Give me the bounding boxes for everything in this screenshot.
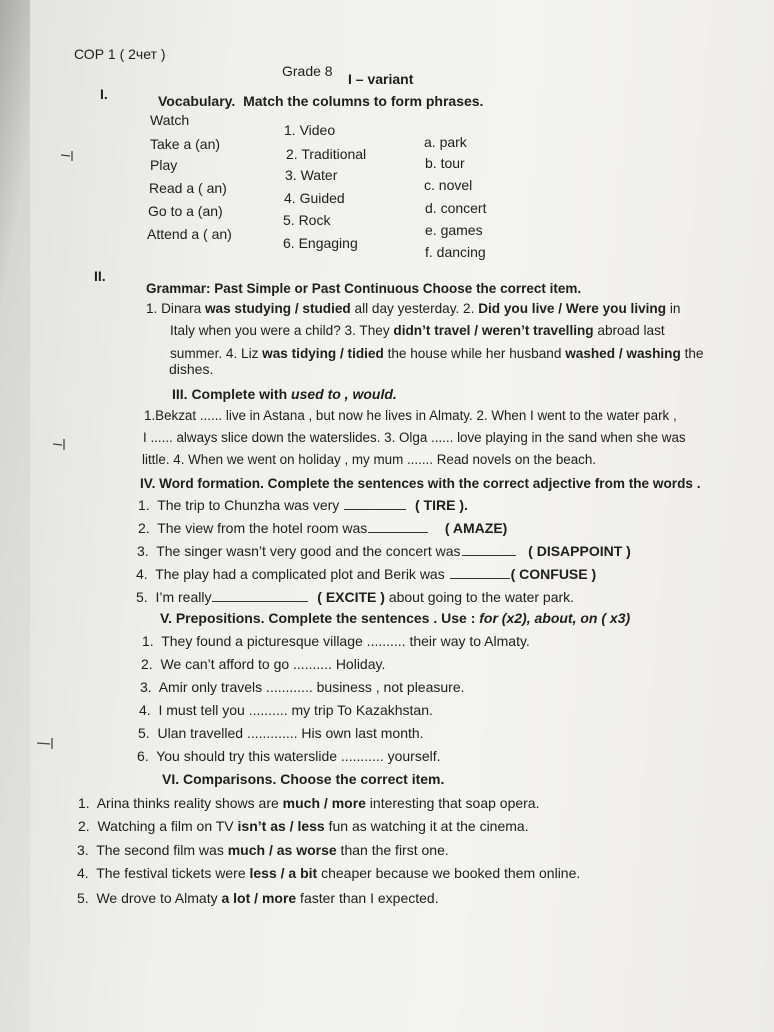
col2-item: 5. Rock <box>283 212 331 228</box>
prep-item-3: 3. Amir only travels ............ business , not pleasure. <box>140 679 465 695</box>
assessment-code: СОР 1 ( 2чет ) <box>74 46 166 62</box>
complete-line-3: little. 4. When we went on holiday , my mum ....... Read novels on the beach. <box>142 452 597 467</box>
col2-item: 2. Traditional <box>286 146 367 162</box>
wf-item-5: 5. I’m really ( EXCITE ) about going to the water park. <box>136 589 575 605</box>
col1-item: Take a (an) <box>150 136 221 152</box>
vocabulary-title: Vocabulary. Match the columns to form phrases. <box>158 93 484 109</box>
variant-label: I – variant <box>348 71 414 87</box>
grammar-line-4: dishes. <box>169 361 214 377</box>
col3-item: d. concert <box>425 200 487 216</box>
complete-title: III. Complete with used to , would. <box>172 386 397 402</box>
wf-item-4: 4. The play had a complicated plot and Berik was ( CONFUSE ) <box>136 566 597 582</box>
prep-item-6: 6. You should try this waterslide ........... yourself. <box>137 748 441 764</box>
comp-item-2: 2. Watching a film on TV isn’t as / less fun as watching it at the cinema. <box>78 818 529 834</box>
grammar-line-3: summer. 4. Liz was tidying / tidied the house while her husband washed / washing the <box>170 346 704 361</box>
prep-item-4: 4. I must tell you .......... my trip To Kazakhstan. <box>139 702 433 718</box>
comparisons-title: VI. Comparisons. Choose the correct item. <box>162 771 445 787</box>
margin-mark <box>52 438 72 452</box>
col2-item: 6. Engaging <box>283 235 358 251</box>
col1-item: Play <box>150 157 178 173</box>
grammar-line-2: Italy when you were a child? 3. They didn’t travel / weren’t travelling abroad last <box>170 323 665 338</box>
grammar-line-1: 1. Dinara was studying / studied all day yesterday. 2. Did you live / Were you living in <box>146 301 681 316</box>
col1-item: Go to a (an) <box>148 203 223 219</box>
grammar-title: Grammar: Past Simple or Past Continuous Choose the correct item. <box>146 281 582 296</box>
col1-item: Watch <box>150 112 190 128</box>
prep-item-5: 5. Ulan travelled ............. His own last month. <box>138 725 424 741</box>
comp-item-3: 3. The second film was much / as worse than the first one. <box>77 842 449 858</box>
col3-item: f. dancing <box>425 244 486 260</box>
comp-item-4: 4. The festival tickets were less / a bit cheaper because we booked them online. <box>77 865 581 881</box>
margin-mark <box>60 150 80 162</box>
prep-item-1: 1. They found a picturesque village .......... their way to Almaty. <box>142 633 530 649</box>
col3-item: c. novel <box>424 177 473 193</box>
wf-item-2: 2. The view from the hotel room was ( AMAZE) <box>138 520 508 536</box>
col3-item: a. park <box>424 134 467 150</box>
word-formation-title: IV. Word formation. Complete the sentences with the correct adjective from the words . <box>140 476 701 491</box>
col2-item: 1. Video <box>284 122 336 138</box>
wf-item-1: 1. The trip to Chunzha was very ( TIRE ). <box>138 497 468 513</box>
margin-mark <box>36 737 62 751</box>
col2-item: 3. Water <box>285 167 338 183</box>
col2-item: 4. Guided <box>284 190 345 206</box>
col3-item: e. games <box>425 222 483 238</box>
col1-item: Attend a ( an) <box>147 226 232 242</box>
complete-line-2: I ...... always slice down the waterslides. 3. Olga ...... love playing in the sand when she was <box>143 430 686 445</box>
comp-item-1: 1. Arina thinks reality shows are much / more interesting that soap opera. <box>78 795 540 811</box>
grade-label: Grade 8 <box>282 63 333 79</box>
col3-item: b. tour <box>425 155 465 171</box>
prep-item-2: 2. We can’t afford to go .......... Holiday. <box>141 656 386 672</box>
section-number-1: I. <box>100 86 108 102</box>
section-number-2: II. <box>94 268 106 284</box>
comp-item-5: 5. We drove to Almaty a lot / more faster than I expected. <box>77 890 439 906</box>
wf-item-3: 3. The singer wasn’t very good and the concert was ( DISAPPOINT ) <box>137 543 631 559</box>
prepositions-title: V. Prepositions. Complete the sentences . Use : for (x2), about, on ( x3) <box>160 610 631 626</box>
col1-item: Read a ( an) <box>149 180 227 196</box>
complete-line-1: 1.Bekzat ...... live in Astana , but now he lives in Almaty. 2. When I went to the water park , <box>144 408 677 423</box>
